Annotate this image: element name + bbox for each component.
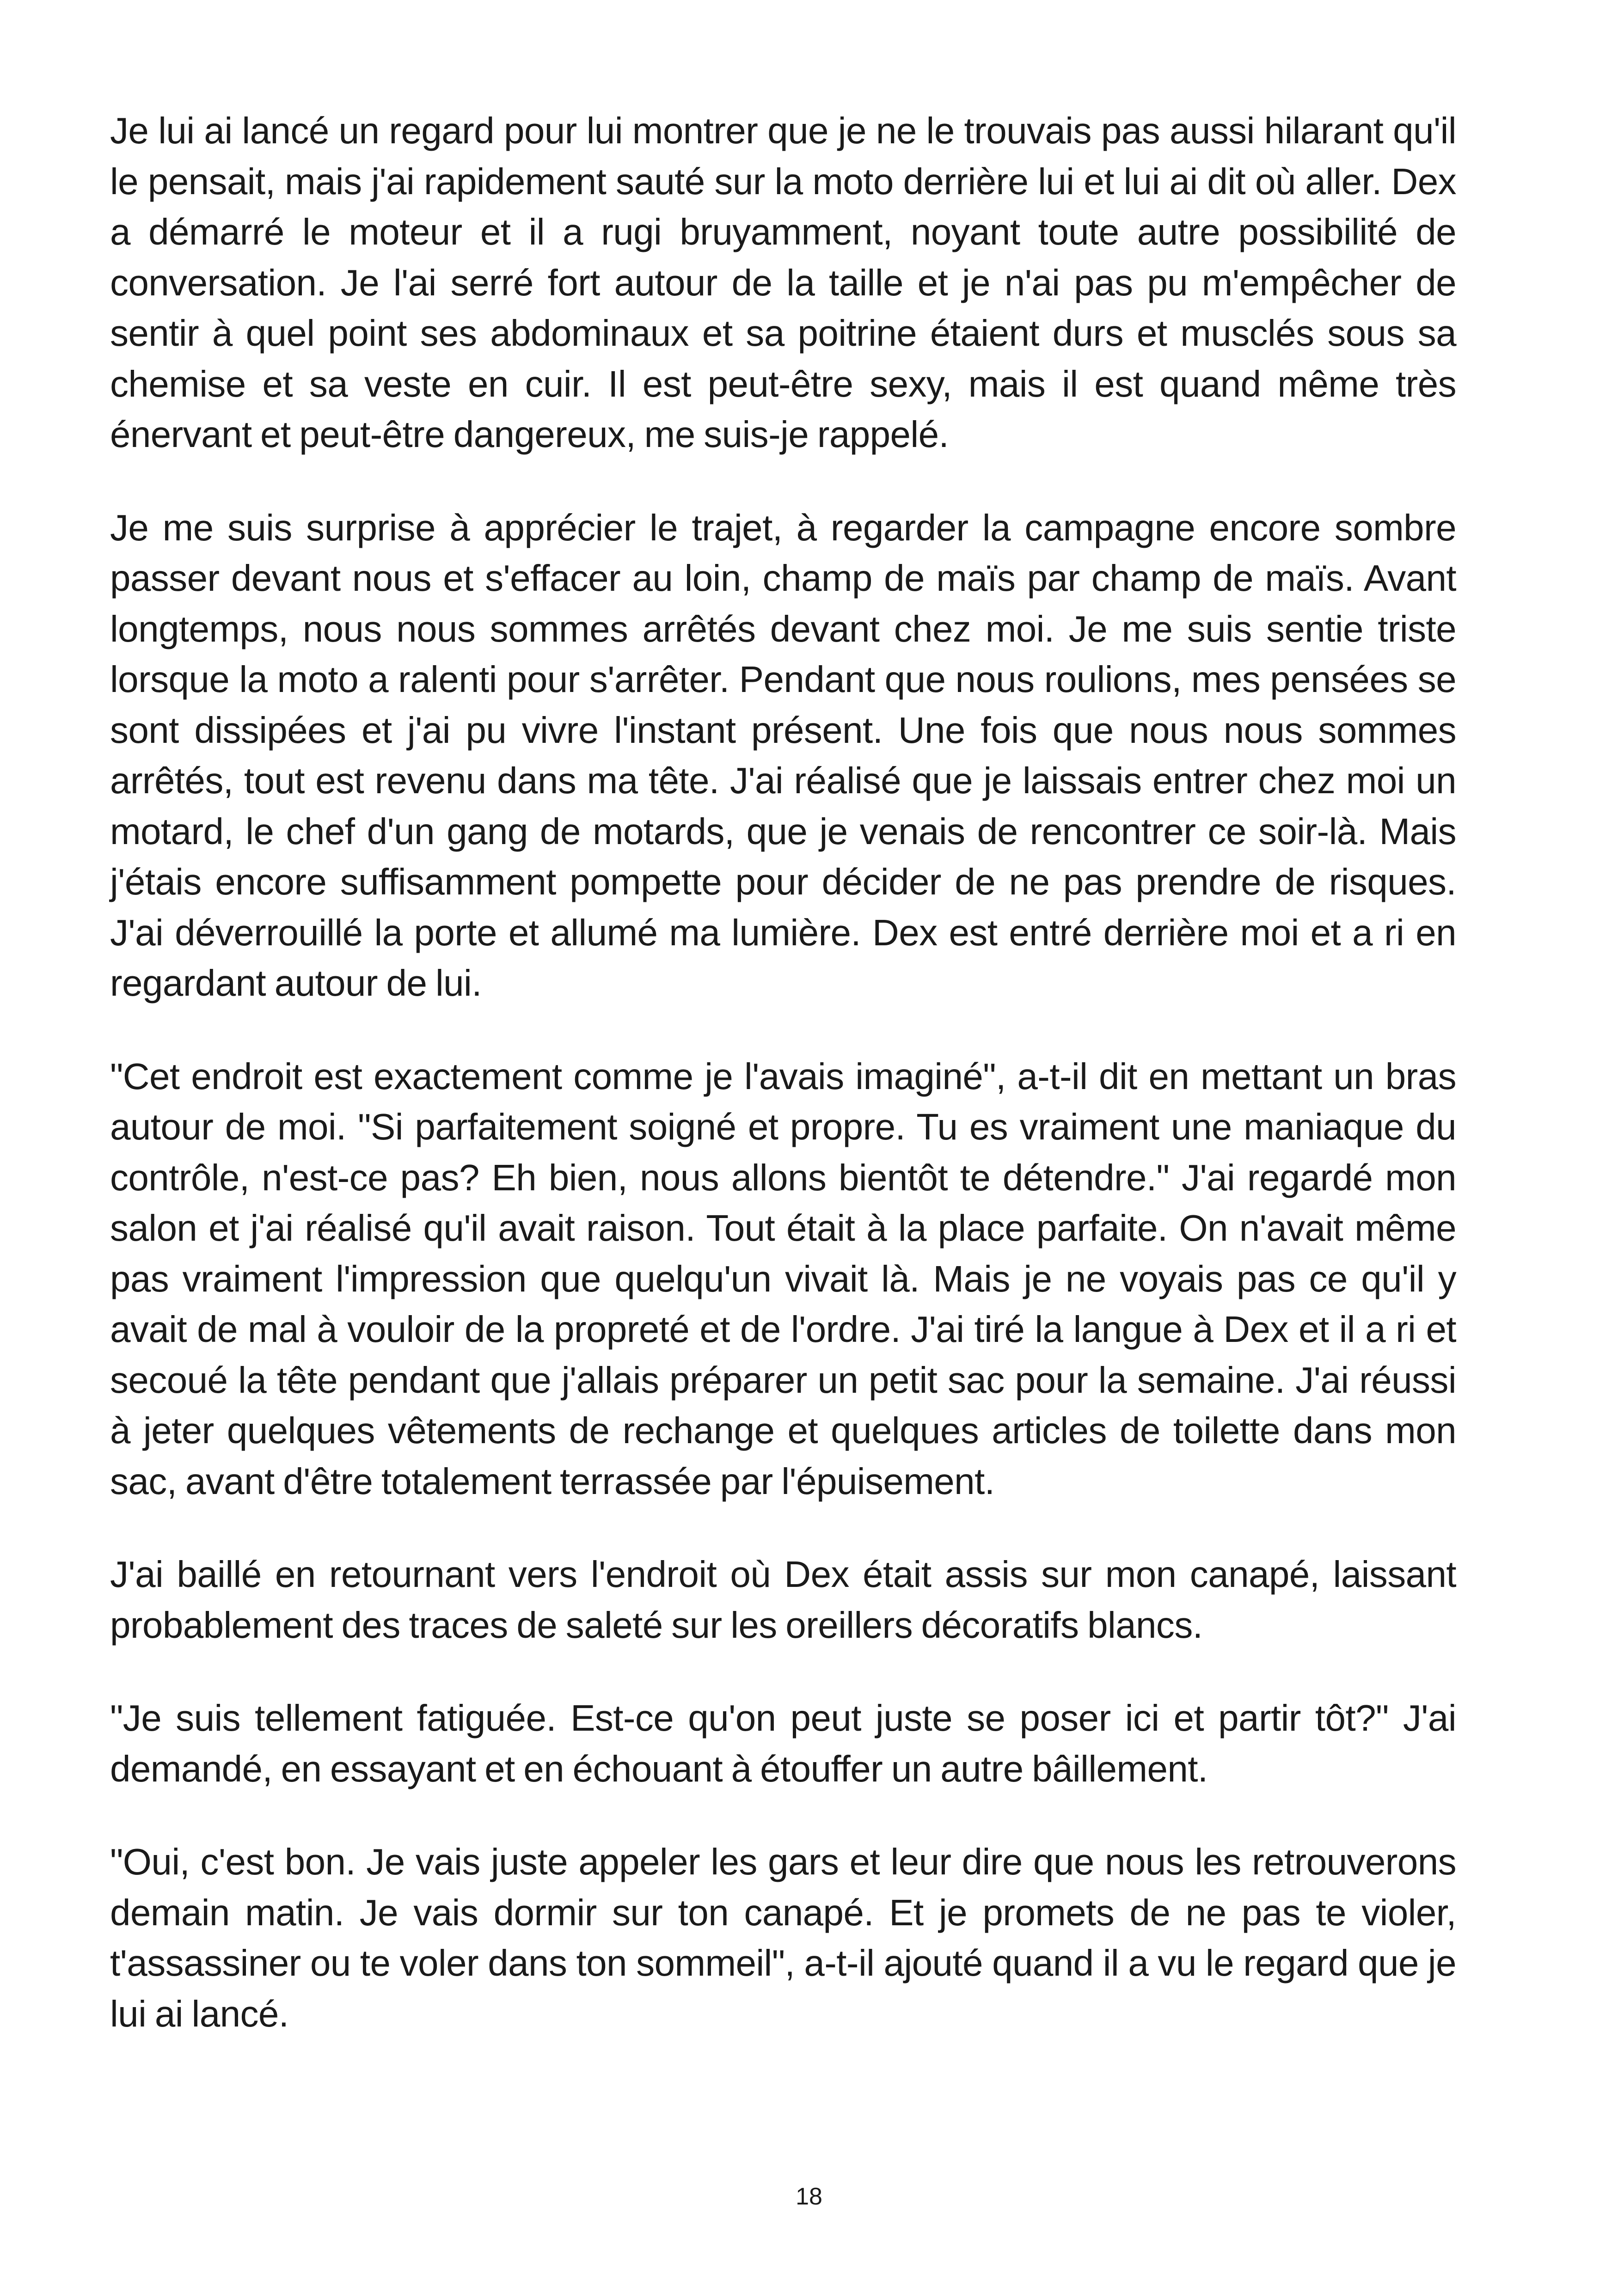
paragraph-2: Je me suis surprise à apprécier le trajet, à regarder la campagne encore sombre passer devant nous et s'effacer au loin, champ de maïs par champ de maïs. Avant longtemps, nous nous sommes arrêtés devant chez moi. Je me suis sentie triste lorsque la moto a ralenti pour s'arrêter. Pendant que nous roulions, mes pensées se sont dissipées et j'ai pu vivre l'instant présent. Une fois que nous nous sommes arrêtés, tout est revenu dans ma tête. J'ai réalisé que je laissais entrer chez moi un motard, le chef d'un gang de motards, que je venais de rencontrer ce soir-là. Mais j'étais encore suffisamment pompette pour décider de ne pas prendre de risques. J'ai déverrouillé la porte et allumé ma lumière. Dex est entré derrière moi et a ri en regardant autour de lui. [110,507,1456,1004]
paragraph-5: "Je suis tellement fatiguée. Est-ce qu'on peut juste se poser ici et partir tôt?" J'ai demandé, en essayant et en échouant à étouffer un autre bâillement. [110,1697,1456,1789]
paragraph-1: Je lui ai lancé un regard pour lui montrer que je ne le trouvais pas aussi hilarant qu'il le pensait, mais j'ai rapidement sauté sur la moto derrière lui et lui ai dit où aller. Dex a démarré le moteur et il a rugi bruyamment, noyant toute autre possibilité de conversation. Je l'ai serré fort autour de la taille et je n'ai pas pu m'empêcher de sentir à quel point ses abdominaux et sa poitrine étaient durs et musclés sous sa chemise et sa veste en cuir. Il est peut-être sexy, mais il est quand même très énervant et peut-être dangereux, me suis-je rappelé. [110,110,1456,455]
page-number: 18 [796,2183,822,2210]
paragraph-3: "Cet endroit est exactement comme je l'avais imaginé", a-t-il dit en mettant un bras autour de moi. "Si parfaitement soigné et propre. Tu es vraiment une maniaque du contrôle, n'est-ce pas? Eh bien, nous allons bientôt te détendre." J'ai regardé mon salon et j'ai réalisé qu'il avait raison. Tout était à la place parfaite. On n'avait même pas vraiment l'impression que quelqu'un vivait là. Mais je ne voyais pas ce qu'il y avait de mal à vouloir de la propreté et de l'ordre. J'ai tiré la langue à Dex et il a ri et secoué la tête pendant que j'allais préparer un petit sac pour la semaine. J'ai réussi à jeter quelques vêtements de rechange et quelques articles de toilette dans mon sac, avant d'être totalement terrassée par l'épuisement. [110,1055,1456,1502]
paragraph-4: J'ai baillé en retournant vers l'endroit où Dex était assis sur mon canapé, laissant probablement des traces de saleté sur les oreillers décoratifs blancs. [110,1554,1456,1646]
body-text [110,105,1456,2039]
paragraph-6: "Oui, c'est bon. Je vais juste appeler les gars et leur dire que nous les retrouverons demain matin. Je vais dormir sur ton canapé. Et je promets de ne pas te violer, t'assassiner ou te voler dans ton sommeil", a-t-il ajouté quand il a vu le regard que je lui ai lancé. [110,1841,1456,2034]
